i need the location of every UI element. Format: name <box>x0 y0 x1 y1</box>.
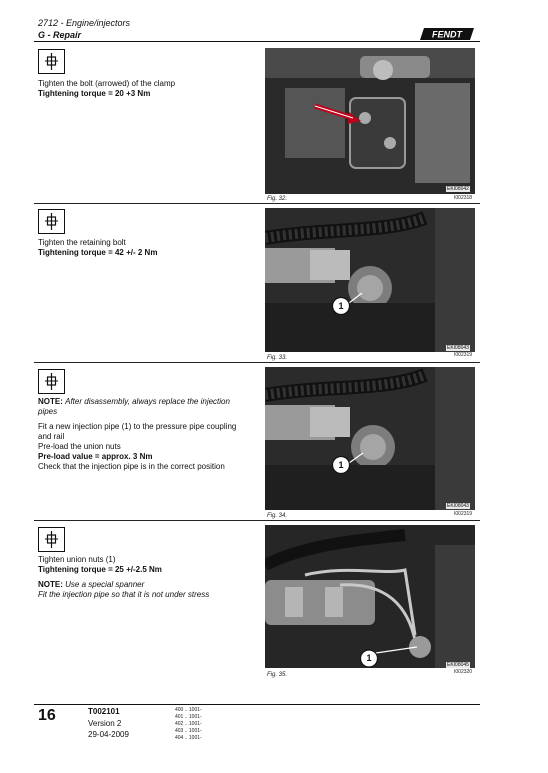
figure-ref: I002318 <box>454 195 473 201</box>
photo-fig-35 <box>265 525 475 668</box>
instruction-line: Tighten union nuts (1) <box>38 555 116 564</box>
page-number: 16 <box>38 707 56 724</box>
applicability-item: 403 .. 1001- <box>175 728 202 734</box>
applicability-item: 401 .. 1001- <box>175 714 202 720</box>
figure-code: EKI08043 <box>447 345 469 351</box>
instruction-line: Pre-load the union nuts <box>38 442 121 451</box>
figure-ref: I002319 <box>454 511 473 517</box>
torque-wrench-icon <box>38 369 65 394</box>
section-separator <box>34 520 480 521</box>
applicability-list <box>175 707 202 742</box>
applicability-item: 404 .. 1001- <box>175 735 202 741</box>
figure-ref: I002319 <box>454 352 473 358</box>
note-paragraph <box>38 397 248 417</box>
svg-text:FENDT: FENDT <box>432 29 462 40</box>
callout-marker: 1 <box>338 301 344 311</box>
section-separator <box>34 203 480 204</box>
figure-caption: Fig. 35. <box>267 672 288 678</box>
document-date: 29-04-2009 <box>88 730 129 739</box>
torque-wrench-icon <box>38 49 65 74</box>
document-version: Version 2 <box>88 719 122 728</box>
instruction-line: Check that the injection pipe is in the correct position <box>38 462 225 471</box>
callout-marker: 1 <box>338 460 344 470</box>
photo-fig-33 <box>265 208 475 352</box>
applicability-item: 402 .. 1001- <box>175 721 202 727</box>
figure-code: EKI08042 <box>447 186 469 192</box>
note-extra-text: Fit the injection pipe so that it is not under stress <box>38 590 210 599</box>
figure-caption: Fig. 32. <box>267 196 288 202</box>
step-1-text <box>38 79 258 99</box>
note-label: NOTE: <box>38 397 63 406</box>
step-3-text <box>38 397 248 472</box>
photo-fig-34 <box>265 367 475 510</box>
torque-wrench-icon <box>38 209 65 234</box>
section-separator <box>34 362 480 363</box>
torque-value: Tightening torque = 25 +/-2.5 Nm <box>38 565 162 574</box>
document-title: 2712 - Engine/injectors <box>38 18 131 28</box>
preload-value: Pre-load value = approx. 3 Nm <box>38 452 153 461</box>
brand-logo <box>420 27 474 39</box>
torque-wrench-icon <box>38 527 65 552</box>
callout-marker: 1 <box>366 653 372 663</box>
step-2-text <box>38 238 258 258</box>
instruction-line: Fit a new injection pipe (1) to the pressure pipe coupling and rail <box>38 422 237 441</box>
figure-caption: Fig. 34. <box>267 513 288 519</box>
document-code: T002101 <box>88 707 120 716</box>
torque-value: Tightening torque = 42 +/- 2 Nm <box>38 248 158 257</box>
note-paragraph <box>38 580 258 590</box>
header-rule <box>34 41 480 42</box>
photo-fig-32 <box>265 48 475 194</box>
applicability-item: 400 .. 1001- <box>175 707 202 713</box>
section-title: G - Repair <box>38 30 82 40</box>
instruction-line: Tighten the bolt (arrowed) of the clamp <box>38 79 176 88</box>
instruction-line: Tighten the retaining bolt <box>38 238 126 247</box>
note-text: Use a special spanner <box>65 580 145 589</box>
note-text: After disassembly, always replace the injection pipes <box>38 397 230 416</box>
note-label: NOTE: <box>38 580 63 589</box>
step-4-text <box>38 555 258 600</box>
footer-rule <box>34 704 480 705</box>
torque-value: Tightening torque = 20 +3 Nm <box>38 89 151 98</box>
figure-code: EKI08045 <box>447 662 469 668</box>
figure-ref: I002320 <box>454 669 473 675</box>
figure-code: EKI08043 <box>447 503 469 509</box>
figure-caption: Fig. 33. <box>267 355 288 361</box>
